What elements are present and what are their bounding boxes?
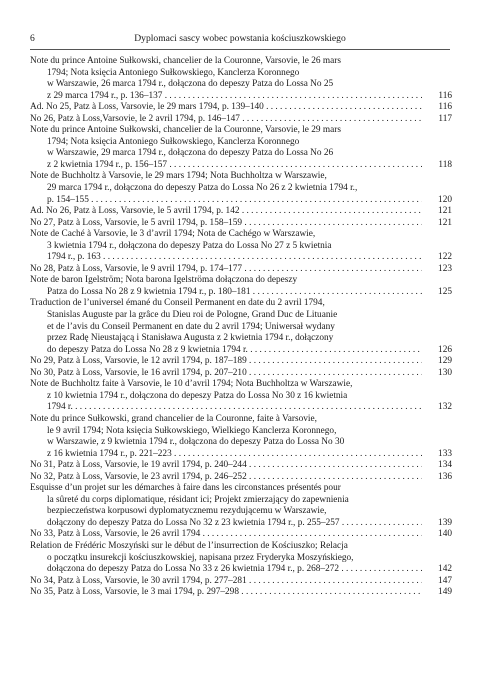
toc-entry-line: Patza do Lossa No 28 z 9 kwietnia 1794 r., p. 180–181 . . . [30, 287, 422, 299]
toc-entry-line: Note de Buchholtz à Varsovie, le 29 mars 1794; Nota Buchholtza w Warszawie, [30, 171, 327, 182]
toc-entry-line: Esquisse d’un projet sur les démarches à faire dans les circonstances présentés pour [30, 483, 341, 494]
toc-entry-line: No 27, Patz à Loss, Varsovie, le 5 avril 1794, p. 158–159 . . . [30, 218, 422, 230]
toc-page-number: 126 [438, 344, 452, 355]
toc-page-number: 147 [438, 575, 452, 586]
toc-entry [30, 460, 452, 472]
toc-page-number: 139 [438, 517, 452, 528]
toc-entry-line: 1794 r. . . . [30, 402, 422, 414]
toc-entry-line: Relation de Frédéric Moszyński sur le début de l’insurrection de Kościuszko; Relacja [30, 540, 348, 551]
toc-entry-line: 3 kwietnia 1794 r., dołączona do depeszy Patza do Lossa No 27 z 5 kwietnia [47, 240, 332, 251]
toc-entry-line: No 28, Patz à Loss, Varsovie, le 9 avril 1794, p. 174–177 . . . [30, 264, 422, 276]
toc-entry [30, 529, 452, 541]
toc-entry-line: dołączony do depeszy Patza do Lossa No 32 z 23 kwietnia 1794 r., p. 255–257 . . . [30, 518, 422, 530]
toc-page-number: 130 [438, 367, 452, 378]
toc-entry-line: Note de Caché à Varsovie, le 3 d’avril 1794; Nota de Cachégo w Warszawie, [30, 229, 316, 240]
toc-entry [30, 472, 452, 484]
toc-page-number: 129 [438, 356, 452, 367]
toc-page-number: 149 [438, 587, 452, 598]
toc-entry [30, 587, 452, 599]
toc-page-number: 142 [438, 564, 452, 575]
toc-entry-line: 1794 r., p. 163 . . . [30, 252, 422, 264]
toc-page-number: 120 [438, 194, 452, 205]
toc-entry-line: 1794; Nota księcia Antoniego Sułkowskiego, Kanclerza Koronnego [47, 67, 300, 78]
toc-entry-line: No 32, Patz à Loss, Varsovie, le 23 avril 1794, p. 246–252 . . . [30, 472, 422, 484]
toc-entry [30, 229, 452, 264]
toc-entry-line: No 31, Patz à Loss, Varsovie, le 19 avril 1794, p. 240–244 . . . [30, 460, 422, 472]
toc-entry [30, 56, 452, 102]
header-rule [30, 49, 450, 50]
toc-entry-line: Note du prince Antoine Sułkowski, chancelier de la Couronne, Varsovie, le 29 mars [30, 125, 341, 136]
toc-entry-line: le 9 avril 1794; Nota księcia Sułkowskiego, Wielkiego Kanclerza Koronnego, [47, 425, 337, 436]
table-of-contents [30, 56, 452, 599]
toc-entry [30, 379, 452, 414]
page-number: 6 [30, 33, 35, 44]
toc-entry-line: z 2 kwietnia 1794 r., p. 156–157 . . . [30, 160, 422, 172]
toc-entry [30, 264, 452, 276]
toc-entry [30, 541, 452, 576]
running-header [30, 33, 450, 47]
toc-page-number: 123 [438, 263, 452, 274]
toc-entry-line: z 10 kwietnia 1794 r., dołączona do depeszy Patza do Lossa No 30 z 16 kwietnia [47, 390, 348, 401]
toc-entry [30, 114, 452, 126]
toc-entry-line: z 29 marca 1794 r., p. 136–137 . . . [30, 91, 422, 103]
toc-entry-line: No 34, Patz à Loss, Varsovie, le 30 avril 1794, p. 277–281 . . . [30, 576, 422, 588]
toc-page-number: 121 [438, 217, 452, 228]
toc-entry-line: No 33, Patz à Loss, Varsovie, le 26 avril 1794 . . . [30, 529, 422, 541]
toc-entry-line: przez Radę Nieustającą i Stanisława Augusta z 2 kwietnia 1794 r., dołączony [47, 333, 334, 344]
toc-entry [30, 125, 452, 171]
toc-entry-line: Ad. No 26, Patz à Loss, Varsovie, le 5 avril 1794, p. 142 . . . [30, 206, 422, 218]
toc-entry [30, 368, 452, 380]
toc-entry-line: w Warszawie, 26 marca 1794 r., dołączona do depeszy Patza do Lossa No 25 [47, 79, 334, 90]
toc-entry-line: w Warszawie, 29 marca 1794 r., dołączona do depeszy Patza do Lossa No 26 [47, 148, 334, 159]
toc-entry-line: o początku insurekcji kościuszkowskiej, napisana przez Fryderyka Moszyńskiego, [47, 552, 354, 563]
toc-page-number: 116 [438, 102, 452, 113]
toc-page-number: 136 [438, 471, 452, 482]
toc-entry [30, 171, 452, 206]
toc-entry-line: p. 154–155 . . . [30, 195, 422, 207]
toc-page-number: 116 [438, 90, 452, 101]
toc-entry [30, 298, 452, 356]
toc-entry [30, 206, 452, 218]
toc-entry-line: No 35, Patz à Loss, Varsovie, le 3 mai 1794, p. 297–298 . . . [30, 587, 422, 599]
toc-entry-line: 29 marca 1794 r., dołączona do depeszy Patza do Lossa No 26 z 2 kwietnia 1794 r., [47, 183, 358, 194]
toc-entry [30, 275, 452, 298]
toc-entry-line: la sûreté du corps diplomatique, résidant ici; Projekt zmierzający do zapewnienia [47, 494, 349, 505]
toc-page-number: 118 [438, 159, 452, 170]
toc-entry-line: do depeszy Patza do Lossa No 28 z 9 kwietnia 1794 r. . . . [30, 345, 422, 357]
running-title: Dyplomaci sascy wobec powstania kościuszkowskiego [134, 33, 346, 44]
toc-entry-line: Traduction de l’universel émané du Conseil Permanent en date du 2 avril 1794, [30, 298, 325, 309]
toc-page-number: 132 [438, 402, 452, 413]
toc-entry-line: Note du prince Antoine Sułkowski, chancelier de la Couronne, Varsovie, le 26 mars [30, 56, 341, 66]
toc-page-number: 121 [438, 206, 452, 217]
toc-entry [30, 102, 452, 114]
toc-entry-line: 1794; Nota księcia Antoniego Sułkowskiego, Kanclerza Koronnego [47, 136, 300, 147]
toc-entry-line: No 29, Patz à Loss, Varsovie, le 12 avril 1794, p. 187–189 . . . [30, 356, 422, 368]
toc-entry [30, 576, 452, 588]
toc-entry [30, 356, 452, 368]
toc-entry-line: Ad. No 25, Patz à Loss, Varsovie, le 29 mars 1794, p. 139–140 . . . [30, 102, 422, 114]
toc-entry [30, 483, 452, 529]
toc-page-number: 134 [438, 460, 452, 471]
toc-entry-line: Note de baron Igelström; Nota barona Igelströma dołączona do depeszy [30, 275, 298, 286]
toc-page-number: 140 [438, 529, 452, 540]
toc-page-number: 133 [438, 448, 452, 459]
toc-entry-line: Note du prince Sułkowski, grand chancelier de la Couronne, faite à Varsovie, [30, 413, 317, 424]
toc-page-number: 125 [438, 286, 452, 297]
toc-page-number: 122 [438, 252, 452, 263]
toc-entry-line: et de l’avis du Conseil Permanent en date du 2 avril 1794; Uniwersał wydany [47, 321, 335, 332]
toc-entry-line: bezpieczeństwa korpusowi dyplomatycznemu rezydującemu w Warszawie, [47, 506, 327, 517]
toc-entry-line: z 16 kwietnia 1794 r., p. 221–223 . . . [30, 449, 422, 461]
toc-entry-line: dołączona do depeszy Patza do Lossa No 33 z 26 kwietnia 1794 r., p. 268–272 . . . [30, 564, 422, 576]
toc-entry-line: Stanislas Auguste par la grâce du Dieu roi de Pologne, Grand Duc de Lituanie [47, 310, 338, 321]
toc-entry-line: w Warszawie, z 9 kwietnia 1794 r., dołączona do depeszy Patza do Lossa No 30 [47, 437, 345, 448]
toc-entry [30, 218, 452, 230]
toc-entry-line: No 26, Patz à Loss,Varsovie, le 2 avril 1794, p. 146–147 . . . [30, 114, 422, 126]
toc-page-number: 117 [438, 113, 452, 124]
toc-entry-line: Note de Buchholtz faite à Varsovie, le 10 d’avril 1794; Nota Buchholtza w Warszawie, [30, 379, 353, 390]
toc-entry-line: No 30, Patz à Loss, Varsovie, le 16 avril 1794, p. 207–210 . . . [30, 368, 422, 380]
toc-entry [30, 414, 452, 460]
